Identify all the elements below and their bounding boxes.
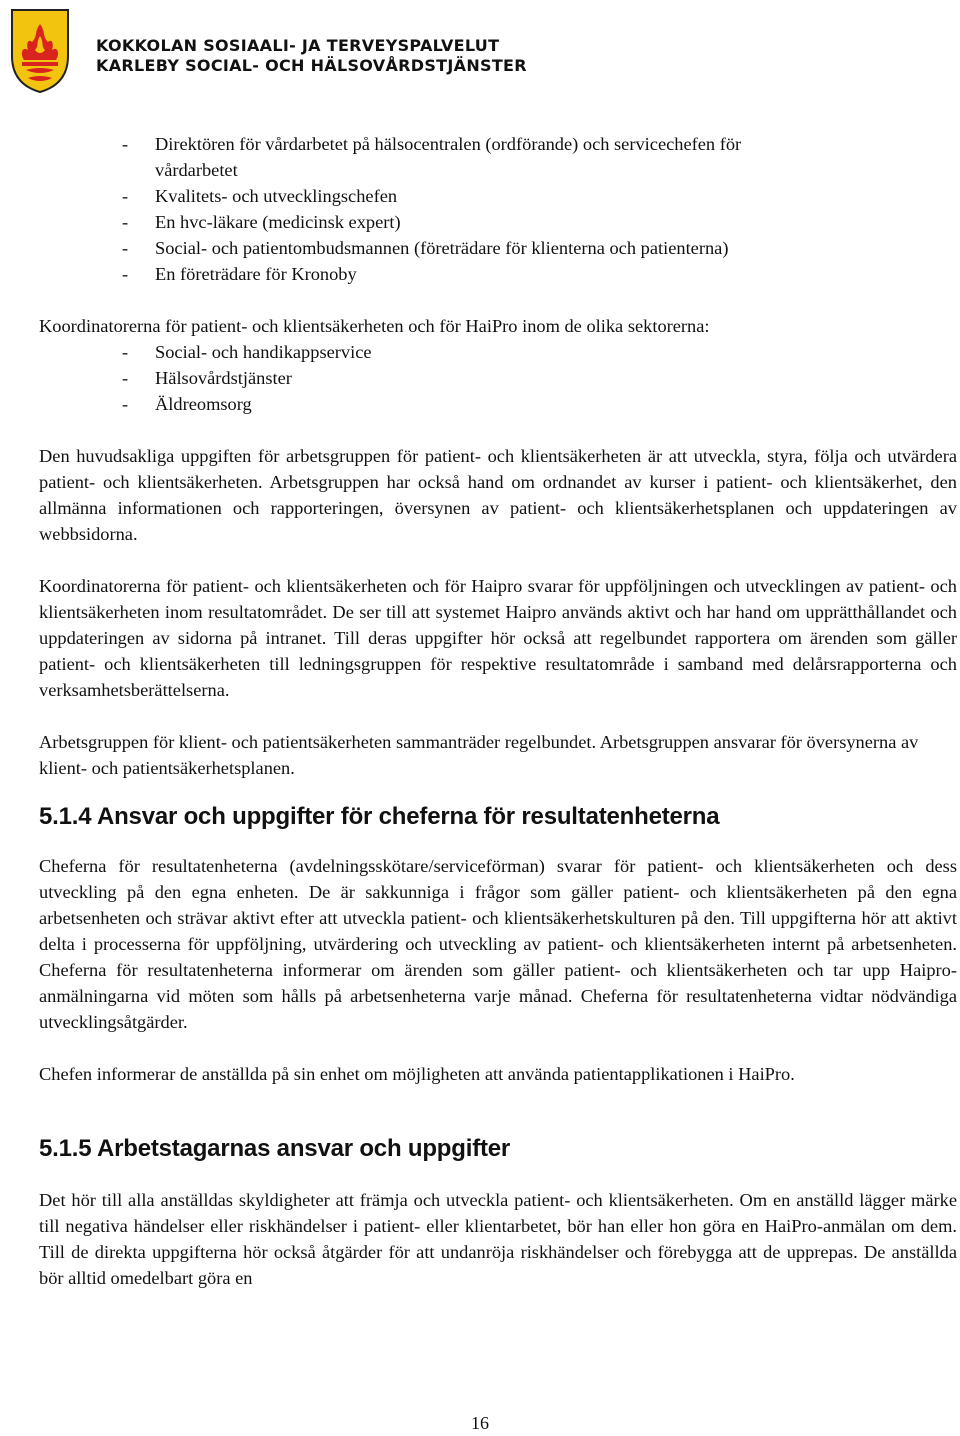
member-list — [0, 131, 957, 287]
section-heading: 5.1.5 Arbetstagarnas ansvar och uppgifter — [39, 1135, 511, 1162]
list-item: - Direktören för vårdarbetet på hälsocentralen (ordförande) och servicechefen för — [122, 134, 742, 154]
organization-name — [96, 36, 527, 76]
paragraph: Cheferna för resultatenheterna (avdelningsskötare/serviceförman) svarar för patient- och klientsäkerheten och dess utveckling på den egna enheten. De är sakkunniga i frågor som gäller patient- och klientsäkerheten på den egna arbetsenheten och strävar aktivt efter att utveckla patient- och klientsäkerhetskulturen på den. Till uppgifterna hör att aktivt delta i processerna för uppföljning, utvärdering och utveckling av patient- och klientsäkerheten internt på arbetsenheten. Cheferna för resultatenheterna informerar om ärenden som gäller patient- och klientsäkerheten och tar upp Haipro-anmälningarna vid möten som hålls på arbetsenheterna varje månad. Cheferna för resultatenheterna vidtar nödvändiga utvecklingsåtgärder. — [39, 856, 957, 1032]
list-item: - Hälsovårdstjänster — [122, 368, 292, 388]
coordinators-intro: Koordinatorerna för patient- och klientsäkerheten och för HaiPro inom de olika sektorerna: — [39, 316, 710, 336]
list-item: - En företrädare för Kronoby — [122, 264, 357, 284]
paragraph: Koordinatorerna för patient- och klientsäkerheten och för Haipro svarar för uppföljningen och utvecklingen av patient- och klientsäkerheten inom resultatområdet. De ser till att systemet Haipro används aktivt och har hand om upprätthållandet och uppdateringen av sidorna på intranet. Till deras uppgifter hör också att regelbundet rapportera om ärenden som gäller patient- och klientsäkerheten till ledningsgruppen för respektive resultatområde i samband med delårsrapporterna och verksamhetsberättelserna. — [39, 576, 957, 700]
paragraph: Chefen informerar de anställda på sin enhet om möjligheten att använda patientapplikationen i HaiPro. — [39, 1064, 795, 1084]
list-item: - En hvc-läkare (medicinsk expert) — [122, 212, 401, 232]
page-number: 16 — [471, 1413, 489, 1433]
list-item: - Kvalitets- och utvecklingschefen — [122, 186, 398, 206]
organization-name-finnish: KOKKOLAN SOSIAALI- JA TERVEYSPALVELUT — [96, 36, 500, 55]
coat-of-arms-icon — [8, 6, 72, 96]
paragraph: Den huvudsakliga uppgiften för arbetsgruppen för patient- och klientsäkerheten är att utveckla, styra, följa och utvärdera patient- och klientsäkerheten. Arbetsgruppen har också hand om ordnandet av kurser i patient- och klientsäkerhet, den allmänna informationen och rapporteringen, översynen av patient- och klientsäkerhetsplanen och uppdateringen av webbsidorna. — [39, 446, 957, 544]
list-item: vårdarbetet — [155, 160, 238, 180]
page-header — [0, 0, 960, 100]
paragraph: Arbetsgruppen för klient- och patientsäkerheten sammanträder regelbundet. Arbetsgruppen ansvarar för översynerna av klient- och patientsäkerhetsplanen. — [39, 732, 919, 778]
list-item: - Social- och patientombudsmannen (företrädare för klienterna och patienterna) — [122, 238, 729, 258]
document-body — [39, 131, 957, 1291]
sector-list — [0, 339, 957, 417]
list-item: - Social- och handikappservice — [122, 342, 372, 362]
list-item: - Äldreomsorg — [122, 394, 252, 414]
paragraph: Det hör till alla anställdas skyldigheter att främja och utveckla patient- och klientsäkerheten. Om en anställd lägger märke till negativa händelser eller riskhändelser i patient- eller klientarbetet, bör han eller hon göra en HaiPro-anmälan om dem. Till de direkta uppgifterna hör också åtgärder för att undanröja riskhändelser och förebygga att de upprepas. De anställda bör alltid omedelbart göra en — [39, 1190, 957, 1288]
organization-name-swedish: KARLEBY SOCIAL- OCH HÄLSOVÅRDSTJÄNSTER — [96, 56, 527, 75]
section-heading: 5.1.4 Ansvar och uppgifter för cheferna för resultatenheterna — [39, 803, 720, 830]
